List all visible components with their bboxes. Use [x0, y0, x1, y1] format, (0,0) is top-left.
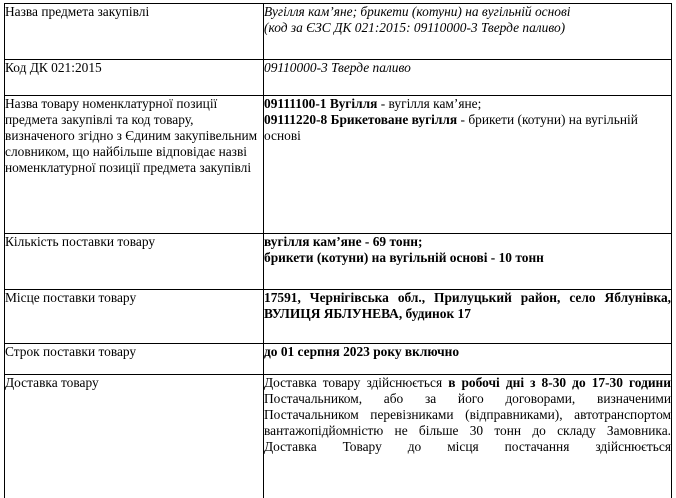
delivery-label-cell [5, 375, 264, 498]
subject-label-cell [5, 4, 264, 60]
nomenclature-item-1-desc: - вугілля кам’яне; [377, 96, 482, 111]
quantity-line-coal: вугілля кам’яне - 69 тонн; [264, 234, 423, 249]
quantity-line-briquettes: брикети (котуни) на вугільній основі - 10 тонн [264, 250, 544, 265]
place-value-cell [264, 290, 672, 344]
delivery-text-part1: Доставка товару здійснюється [264, 375, 449, 390]
nomenclature-value-cell [264, 96, 672, 234]
nomenclature-item-1 [264, 96, 671, 112]
code-value-cell [264, 60, 672, 96]
place-value: 17591, Чернігівська обл., Прилуцький район, село Яблунівка, ВУЛИЦЯ ЯБЛУНЕВА, будинок 17 [264, 290, 671, 321]
delivery-value-cell [264, 375, 672, 498]
subject-value-line2: (код за ЄЗС ДК 021:2015: 09110000-3 Тверде паливо) [264, 20, 566, 35]
row-term [5, 344, 672, 375]
subject-label: Назва предмета закупівлі [5, 4, 150, 19]
nomenclature-label: Назва товару номенклатурної позиції предмета закупівлі та код товару, визначеного згідно з Єдиним закупівельним словником, що найбільше відповідає назві номенклатурної позиції предмета закупівлі [5, 96, 258, 175]
code-label-cell [5, 60, 264, 96]
subject-value-line1: Вугілля кам’яне; брикети (котуни) на вугільній основі [264, 4, 571, 19]
row-quantity [5, 234, 672, 290]
row-subject [5, 4, 672, 60]
term-label-cell [5, 344, 264, 375]
place-label: Місце поставки товару [5, 290, 137, 305]
nomenclature-label-cell [5, 96, 264, 234]
row-code [5, 60, 672, 96]
term-label: Строк поставки товару [5, 344, 137, 359]
place-label-cell [5, 290, 264, 344]
code-value: 09110000-3 Тверде паливо [264, 60, 411, 75]
delivery-hours: в робочі дні з 8-30 до 17-30 години [448, 375, 671, 390]
subject-value-cell [264, 4, 672, 60]
delivery-label: Доставка товару [5, 375, 99, 390]
nomenclature-item-1-code: 09111100-1 Вугілля [264, 96, 378, 111]
code-label: Код ДК 021:2015 [5, 60, 102, 75]
nomenclature-item-2-code: 09111220-8 Брикетоване вугілля [264, 112, 458, 127]
quantity-value-cell [264, 234, 672, 290]
quantity-label-cell [5, 234, 264, 290]
term-value-cell [264, 344, 672, 375]
nomenclature-item-2 [264, 112, 671, 144]
nomenclature-item-2-desc: - брикети (котуни) на вугільній основі [264, 112, 638, 143]
procurement-spec-table [4, 3, 672, 498]
row-nomenclature [5, 96, 672, 234]
delivery-text-part3: Постачальником, або за його договорами, визначеними Постачальником перевізниками (відправниками), автотранспортом вантажопідйомністю не більше 30 тонн до складу Замовника. Доставка Товару до місця постачання здійснюється [264, 391, 671, 454]
row-delivery [5, 375, 672, 498]
term-value: до 01 серпня 2023 року включно [264, 344, 460, 359]
quantity-label: Кількість поставки товару [5, 234, 156, 249]
row-place [5, 290, 672, 344]
